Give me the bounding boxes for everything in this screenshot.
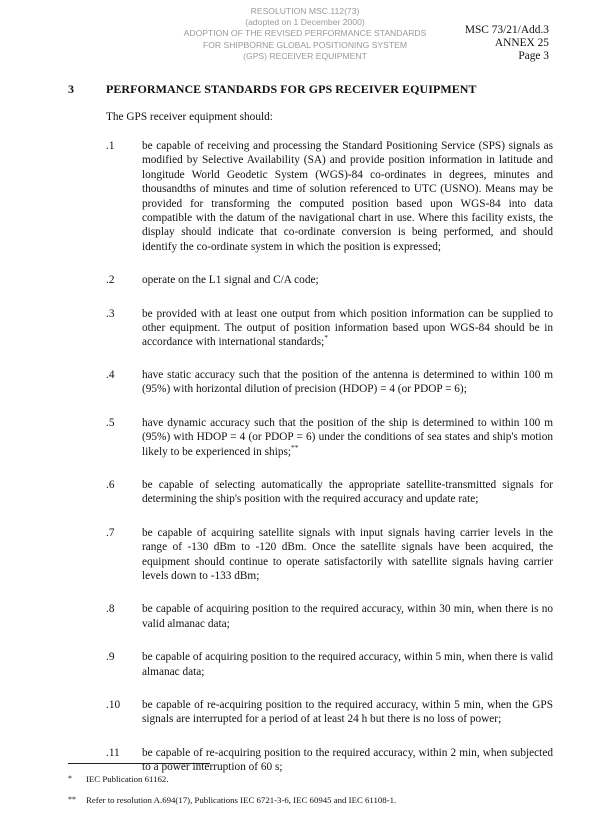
section-title: PERFORMANCE STANDARDS FOR GPS RECEIVER EQUIPMENT [106,82,477,96]
item-text: be capable of acquiring position to the required accuracy, within 5 min, when there is valid almanac data; [142,651,553,678]
item-text: be capable of receiving and processing the Standard Positioning Service (SPS) signals as modified by Selective Availability (SA) and provide position information in latitude and longitude World Geodetic System (WGS)-84 co-ordinates in degrees, minutes and thousandths of minutes and time of solution referenced to UTC (USNO). Means may be provided for transforming the computed position based upon WGS-84 into data compatible with the datum of the navigational chart in use. Where this facility exists, the display should indicate that co-ordinate conversion is being performed, and should identify the co-ordinate system in which the position is expressed; [142,140,553,253]
item-text: be capable of re-acquiring position to the required accuracy, within 2 min, when subjected to a power interruption of 60 s; [142,746,553,774]
requirements-list [106,139,553,775]
footnote-text: Refer to resolution A.694(17), Publications IEC 6721-3-6, IEC 60945 and IEC 61108-1. [86,795,397,805]
resolution-line: RESOLUTION MSC.112(73) [250,6,360,16]
footnotes [68,773,396,815]
item-text: be capable of acquiring satellite signals with input signals having carrier levels in the range of -130 dBm to -120 dBm. Once the satellite signals have been acquired, the equipment should continue to operate satisfactorily with satellite signals having carrier levels down to -133 dBm; [142,526,553,582]
footnote-ref: ** [291,442,299,452]
item-number: .9 [106,651,115,664]
item-number: .2 [106,274,115,287]
footnote-mark: * [68,774,72,783]
item-text: be provided with at least one output from which position information can be supplied to other equipment. The output of position information based upon WGS-84 should be in accordance with international standards;* [142,307,553,349]
footnote-ref: * [324,333,328,343]
page-number: Page 3 [518,50,549,62]
list-item [106,273,553,287]
annex-label: ANNEX 25 [494,37,549,49]
list-item [106,416,553,459]
resolution-line: ADOPTION OF THE REVISED PERFORMANCE STANDARDS [183,28,427,39]
item-number: .11 [106,746,120,759]
list-item [106,650,553,679]
list-item [106,307,553,350]
list-item [106,478,553,507]
item-text: have dynamic accuracy such that the position of the ship is determined to within 100 m (95%) with HDOP = 4 (or PDOP = 6) under the conditions of sea states and ship's motion likely to be experienced in ships;** [142,416,553,458]
resolution-line: (adopted on 1 December 2000) [245,17,365,28]
footnote-divider [68,763,210,764]
footnote-mark: ** [68,795,76,804]
document-reference [465,24,549,63]
item-text: be capable of selecting automatically the appropriate satellite-transmitted signals for determining the ship's position with the required accuracy and update rate; [142,478,553,506]
list-item [106,526,553,584]
item-number: .8 [106,603,115,616]
section-intro: The GPS receiver equipment should: [106,111,273,123]
section-number: 3 [68,82,74,96]
item-number: .6 [106,478,115,491]
item-text: be capable of re-acquiring position to the required accuracy, within 5 min, when the GPS signals are interrupted for a period of at least 24 h but there is no loss of power; [142,698,553,726]
item-number: .3 [106,307,115,320]
item-number: .4 [106,368,115,381]
item-number: .7 [106,526,115,539]
item-number: .5 [106,416,115,429]
item-text: operate on the L1 signal and C/A code; [142,274,319,287]
item-text: have static accuracy such that the position of the antenna is determined to within 100 m (95%) with horizontal dilution of precision (HDOP) = 4 (or PDOP = 6); [142,368,553,396]
item-number: .10 [106,698,121,711]
item-number: .1 [106,140,115,152]
resolution-line: FOR SHIPBORNE GLOBAL POSITIONING SYSTEM [202,39,408,50]
doc-ref: MSC 73/21/Add.3 [464,24,549,36]
resolution-header [160,6,450,62]
footnote [68,773,396,785]
list-item [106,602,553,631]
item-text: be capable of acquiring position to the required accuracy, within 30 min, when there is no valid almanac data; [142,603,553,630]
footnote-text: IEC Publication 61162. [86,774,169,784]
list-item [106,139,553,254]
list-item [106,746,553,775]
list-item [106,698,553,727]
footnote [68,794,396,806]
resolution-line: (GPS) RECEIVER EQUIPMENT [243,50,367,61]
list-item [106,368,553,397]
